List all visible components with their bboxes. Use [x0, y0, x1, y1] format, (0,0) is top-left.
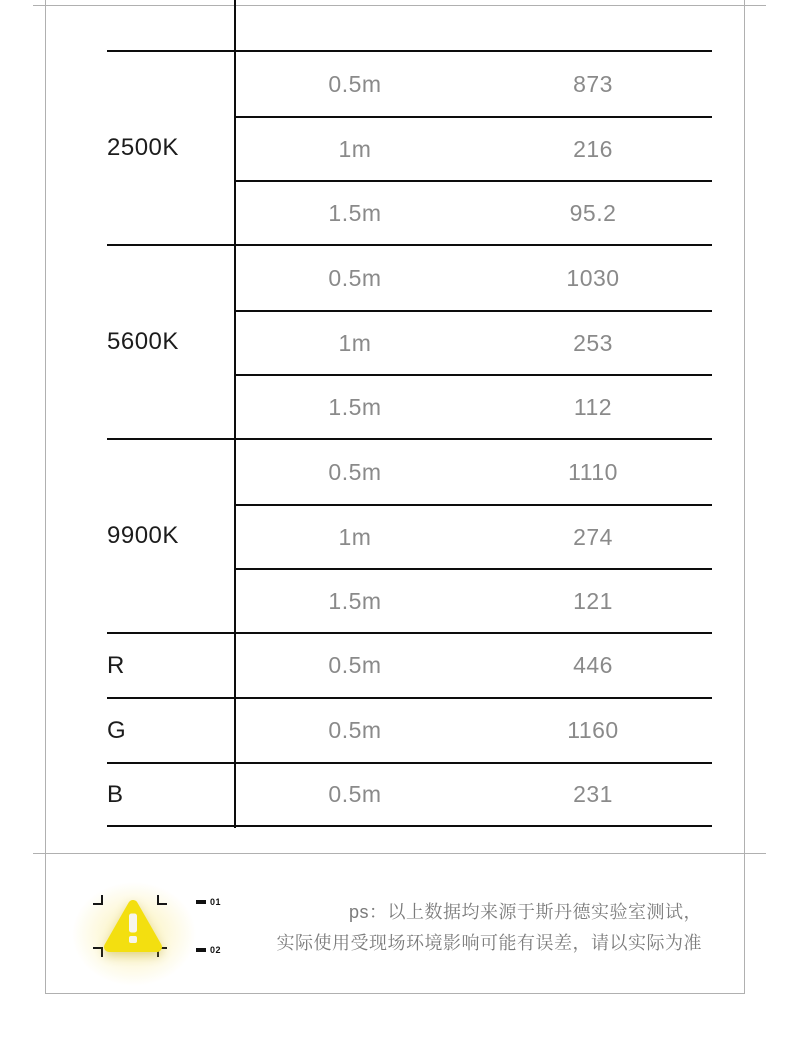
group-label: 2500K — [107, 134, 179, 161]
distance-cell: 1.5m — [328, 393, 382, 420]
value-cell: 1160 — [567, 717, 619, 743]
table-cutoff-header-row — [107, 5, 712, 52]
table-row — [236, 374, 712, 438]
frame-bottom-line — [45, 993, 745, 994]
marker-label: 02 — [210, 945, 222, 955]
group-label: G — [107, 716, 127, 744]
frame-right-line — [744, 0, 745, 994]
distance-cell: 1m — [338, 523, 372, 550]
marker-02 — [196, 945, 221, 955]
warning-triangle-icon — [103, 899, 163, 954]
table-group-9900k — [107, 440, 712, 634]
table-group-2500k — [107, 52, 712, 246]
table-row — [236, 440, 712, 504]
marker-bar-icon — [196, 948, 206, 952]
group-label: 9900K — [107, 522, 179, 549]
table-row — [236, 180, 712, 244]
table-row — [236, 116, 712, 180]
corner-bracket-icon — [93, 947, 103, 957]
table-row — [236, 764, 712, 825]
value-cell: 873 — [573, 70, 613, 97]
group-label: R — [107, 651, 125, 679]
distance-cell: 1m — [338, 329, 372, 356]
distance-cell: 1.5m — [328, 199, 382, 226]
value-cell: 231 — [573, 781, 613, 807]
value-cell: 216 — [573, 135, 613, 162]
table-row — [236, 699, 712, 762]
frame-middle-line — [33, 853, 766, 854]
value-cell: 446 — [573, 652, 613, 678]
distance-cell: 0.5m — [328, 652, 382, 678]
marker-label: 01 — [210, 897, 222, 907]
value-cell: 274 — [573, 523, 613, 550]
lux-spec-table — [107, 5, 712, 827]
table-group-b — [107, 764, 712, 827]
table-row — [236, 504, 712, 568]
value-cell: 95.2 — [569, 199, 617, 226]
table-group-5600k — [107, 246, 712, 440]
marker-bar-icon — [196, 900, 206, 904]
value-cell: 1110 — [568, 458, 618, 485]
distance-cell: 0.5m — [328, 781, 382, 807]
distance-cell: 0.5m — [328, 70, 382, 97]
lab-test-disclaimer — [277, 897, 703, 959]
distance-cell: 1m — [338, 135, 372, 162]
table-row — [236, 634, 712, 697]
table-column-divider-line — [234, 0, 236, 828]
group-label: B — [107, 780, 124, 808]
frame-left-line — [45, 0, 46, 994]
disclaimer-line-2: 实际使用受现场环境影响可能有误差，请以实际为准 — [276, 933, 702, 953]
table-group-r — [107, 634, 712, 699]
group-label: 5600K — [107, 328, 179, 355]
corner-bracket-icon — [93, 895, 103, 905]
disclaimer-line-1: ps：以上数据均来源于斯丹德实验室测试， — [348, 902, 702, 922]
value-cell: 253 — [573, 329, 613, 356]
table-row — [236, 246, 712, 310]
table-group-g — [107, 699, 712, 764]
marker-01 — [196, 897, 221, 907]
value-cell: 112 — [573, 393, 613, 420]
distance-cell: 0.5m — [328, 264, 382, 291]
table-row — [236, 310, 712, 374]
distance-cell: 1.5m — [328, 587, 382, 614]
table-row — [236, 52, 712, 116]
distance-cell: 0.5m — [328, 717, 382, 743]
table-row — [236, 568, 712, 632]
value-cell: 121 — [573, 587, 613, 614]
distance-cell: 0.5m — [328, 458, 382, 485]
value-cell: 1030 — [566, 264, 620, 291]
